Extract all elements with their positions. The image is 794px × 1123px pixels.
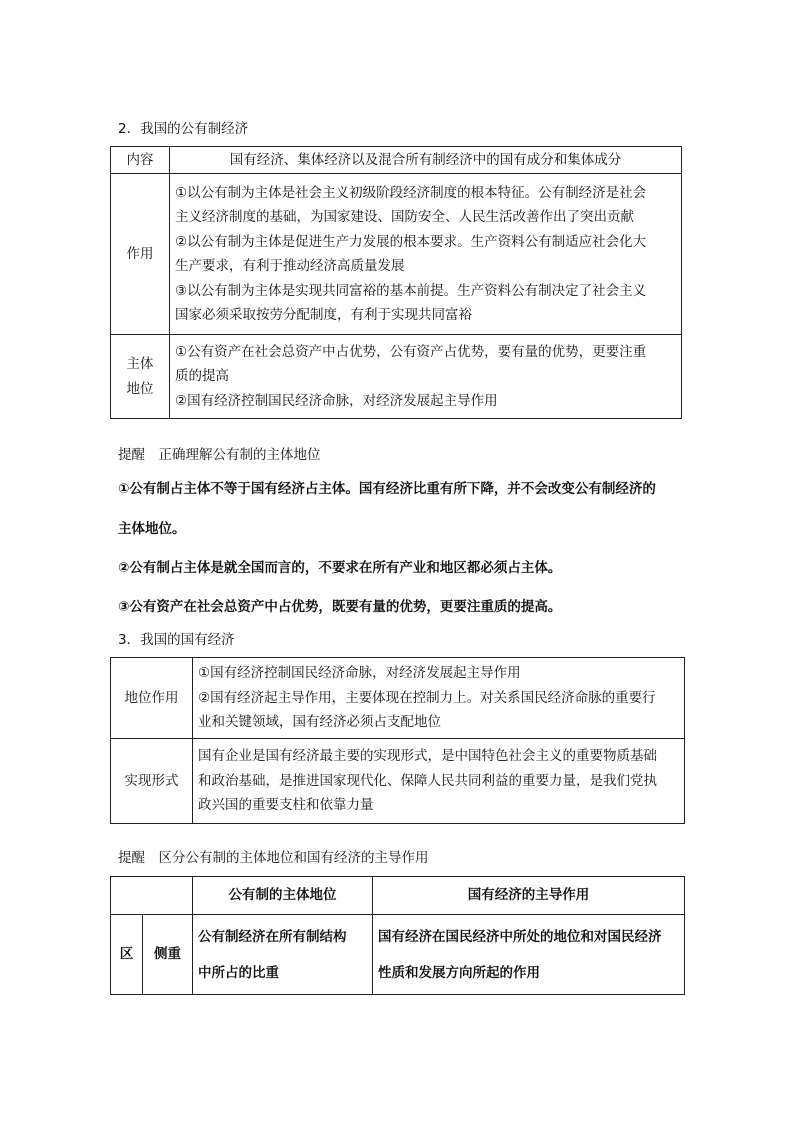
comparison-table: [110, 876, 685, 995]
realization-line: 和政治基础，是推进国家现代化、保障人民共同利益的重要力量，是我们党执: [198, 772, 657, 789]
position-role-line: ①国有经济控制国民经济命脉，对经济发展起主导作用: [198, 665, 521, 682]
role-line: 国家必须采取按劳分配制度，有利于实现共同富裕: [175, 307, 472, 323]
status-line: ②国有经济控制国民经济命脉，对经济发展起主导作用: [175, 392, 498, 409]
comparison-state-line: 性质和发展方向所起的作用: [378, 964, 540, 981]
comparison-public-line: 中所占的比重: [198, 964, 279, 981]
position-role-text: [193, 658, 685, 739]
state-economy-table: [110, 657, 685, 824]
comparison-row-label-focus: 侧重: [143, 915, 193, 995]
tip-1-title: 提醒 正确理解公有制的主体地位: [118, 447, 321, 463]
realization-line: 政兴国的重要支柱和依靠力量: [198, 797, 374, 814]
public-ownership-table: [110, 146, 682, 419]
status-line: ①公有资产在社会总资产中占优势，公有资产占优势，要有量的优势，更要注重: [175, 343, 647, 360]
realization-form-text: [193, 739, 685, 824]
status-line: 质的提高: [175, 368, 229, 385]
comparison-group-label: 区: [111, 915, 143, 995]
row-label-content: 内容: [111, 147, 170, 174]
comparison-state-line: 国有经济在国民经济中所处的地位和对国民经济: [378, 928, 662, 945]
row-label-realization-form: 实现形式: [111, 739, 193, 824]
position-role-line: 业和关键领域，国有经济必须占支配地位: [198, 714, 441, 731]
status-label-line: 地位: [126, 380, 154, 397]
role-line: ②以公有制为主体是促进生产力发展的根本要求。生产资料公有制适应社会化大: [175, 233, 647, 250]
role-text: [170, 174, 682, 335]
tip-1-line: ①公有制占主体不等于国有经济占主体。国有经济比重有所下降，并不会改变公有制经济的: [118, 481, 656, 497]
status-label-line: 主体: [126, 356, 154, 372]
comparison-state-focus: [373, 915, 685, 995]
role-line: 主义经济制度的基础，为国家建设、国防安全、人民生活改善作出了突出贡献: [175, 209, 634, 225]
section-2-heading: 2．我国的公有制经济: [118, 121, 249, 137]
role-line: ③以公有制为主体是实现共同富裕的基本前提。生产资料公有制决定了社会主义: [175, 282, 647, 299]
tip-1-line: ③公有资产在社会总资产中占优势，既要有量的优势，更要注重质的提高。: [118, 599, 562, 615]
comparison-public-focus: [193, 915, 373, 995]
tip-1-line: ②公有制占主体是就全国而言的，不要求在所有产业和地区都必须占主体。: [118, 560, 562, 576]
realization-line: 国有企业是国有经济最主要的实现形式，是中国特色社会主义的重要物质基础: [198, 748, 657, 765]
section-3-heading: 3．我国的国有经济: [118, 632, 235, 648]
row-label-status: [111, 335, 170, 419]
tip-2-title: 提醒 区分公有制的主体地位和国有经济的主导作用: [118, 850, 429, 866]
row-label-role: 作用: [111, 174, 170, 335]
comparison-header-public: 公有制的主体地位: [193, 877, 373, 915]
tip-1-line: 主体地位。: [118, 521, 186, 537]
comparison-header-empty: [111, 877, 193, 915]
row-content-text: 国有经济、集体经济以及混合所有制经济中的国有成分和集体成分: [170, 147, 682, 174]
status-text: [170, 335, 682, 419]
role-line: ①以公有制为主体是社会主义初级阶段经济制度的根本特征。公有制经济是社会: [175, 184, 647, 201]
role-line: 生产要求，有利于推动经济高质量发展: [175, 258, 405, 274]
position-role-line: ②国有经济起主导作用，主要体现在控制力上。对关系国民经济命脉的重要行: [198, 689, 656, 706]
comparison-public-line: 公有制经济在所有制结构: [198, 928, 347, 945]
comparison-header-state: 国有经济的主导作用: [373, 877, 685, 915]
row-label-position-role: 地位作用: [111, 658, 193, 739]
